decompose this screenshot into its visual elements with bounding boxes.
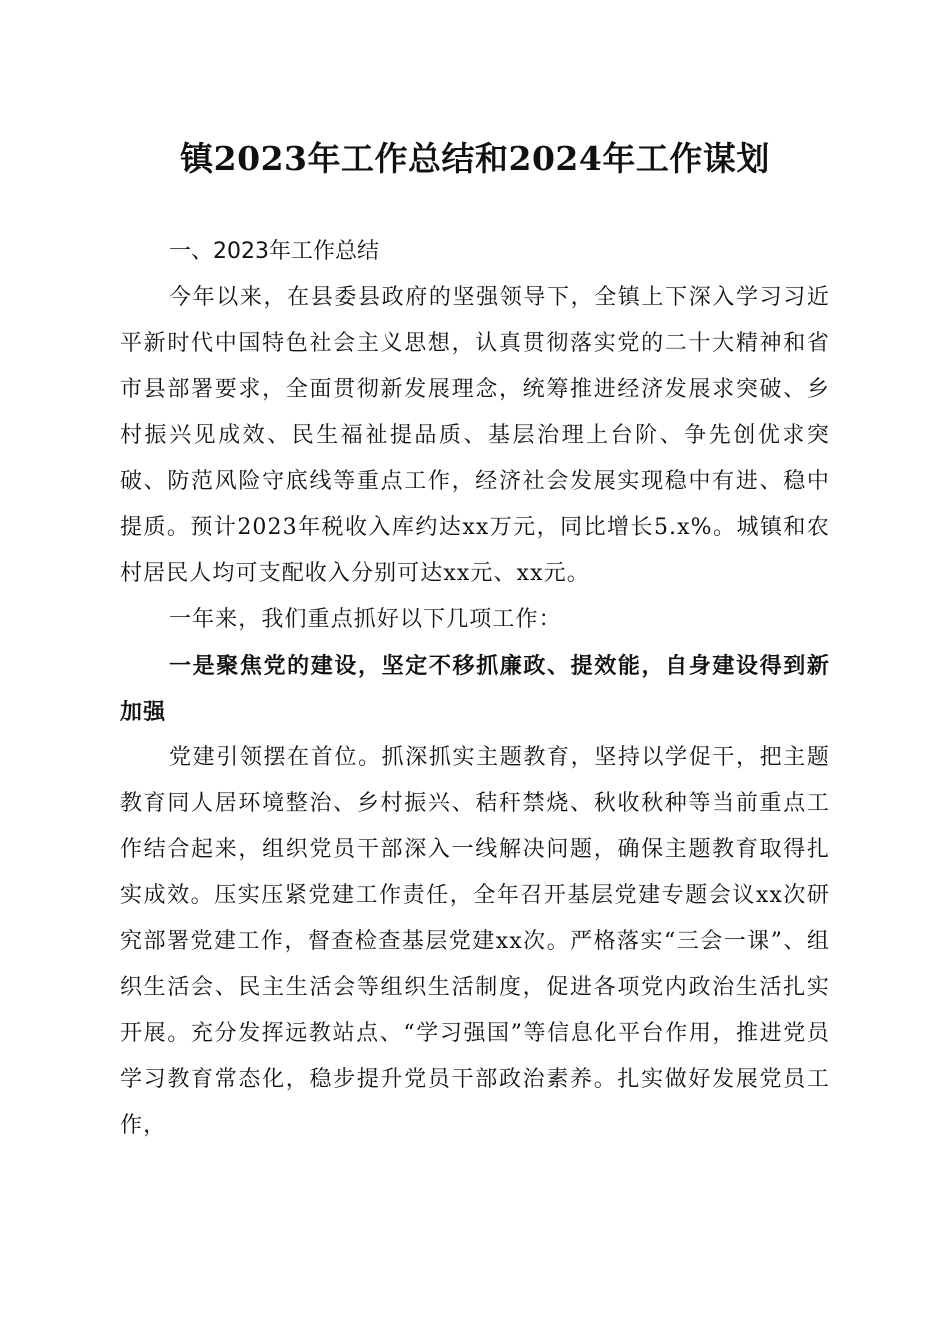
section-heading: 一、2023年工作总结 — [169, 239, 379, 264]
paragraph-overview: 今年以来，在县委县政府的坚强领导下，全镇上下深入学习习近平新时代中国特色社会主义思想，认真贯彻落实党的二十大精神和省市县部署要求，全面贯彻新发展理念，统筹推进经济发展求突破、乡村振兴见成效、民生福祉提品质、基层治理上台阶、争先创优求突破、防范风险守底线等重点工作，经济社会发展实现稳中有进、稳中提质。预计2023年税收入库约达xx万元，同比增长5.x%。城镇和农村居民人均可支配收入分别可达xx元、xx元。 — [120, 285, 830, 586]
document-body — [120, 229, 830, 1149]
paragraph-party-building: 党建引领摆在首位。抓深抓实主题教育，坚持以学促干，把主题教育同人居环境整治、乡村振兴、秸秆禁烧、秋收秋种等当前重点工作结合起来，组织党员干部深入一线解决问题，确保主题教育取得扎实成效。压实压紧党建工作责任，全年召开基层党建专题会议xx次研究部署党建工作，督查检查基层党建xx次。严格落实“三会一课”、组织生活会、民主生活会等组织生活制度，促进各项党内政治生活扎实开展。充分发挥远教站点、“学习强国”等信息化平台作用，推进党员学习教育常态化，稳步提升党员干部政治素养。扎实做好发展党员工作， — [120, 745, 830, 1138]
paragraph-subheading: 一是聚焦党的建设，坚定不移抓廉政、提效能，自身建设得到新加强 — [120, 653, 830, 725]
paragraph-intro: 一年来，我们重点抓好以下几项工作： — [169, 607, 562, 632]
document-title: 镇2023年工作总结和2024年工作谋划 — [180, 139, 770, 178]
